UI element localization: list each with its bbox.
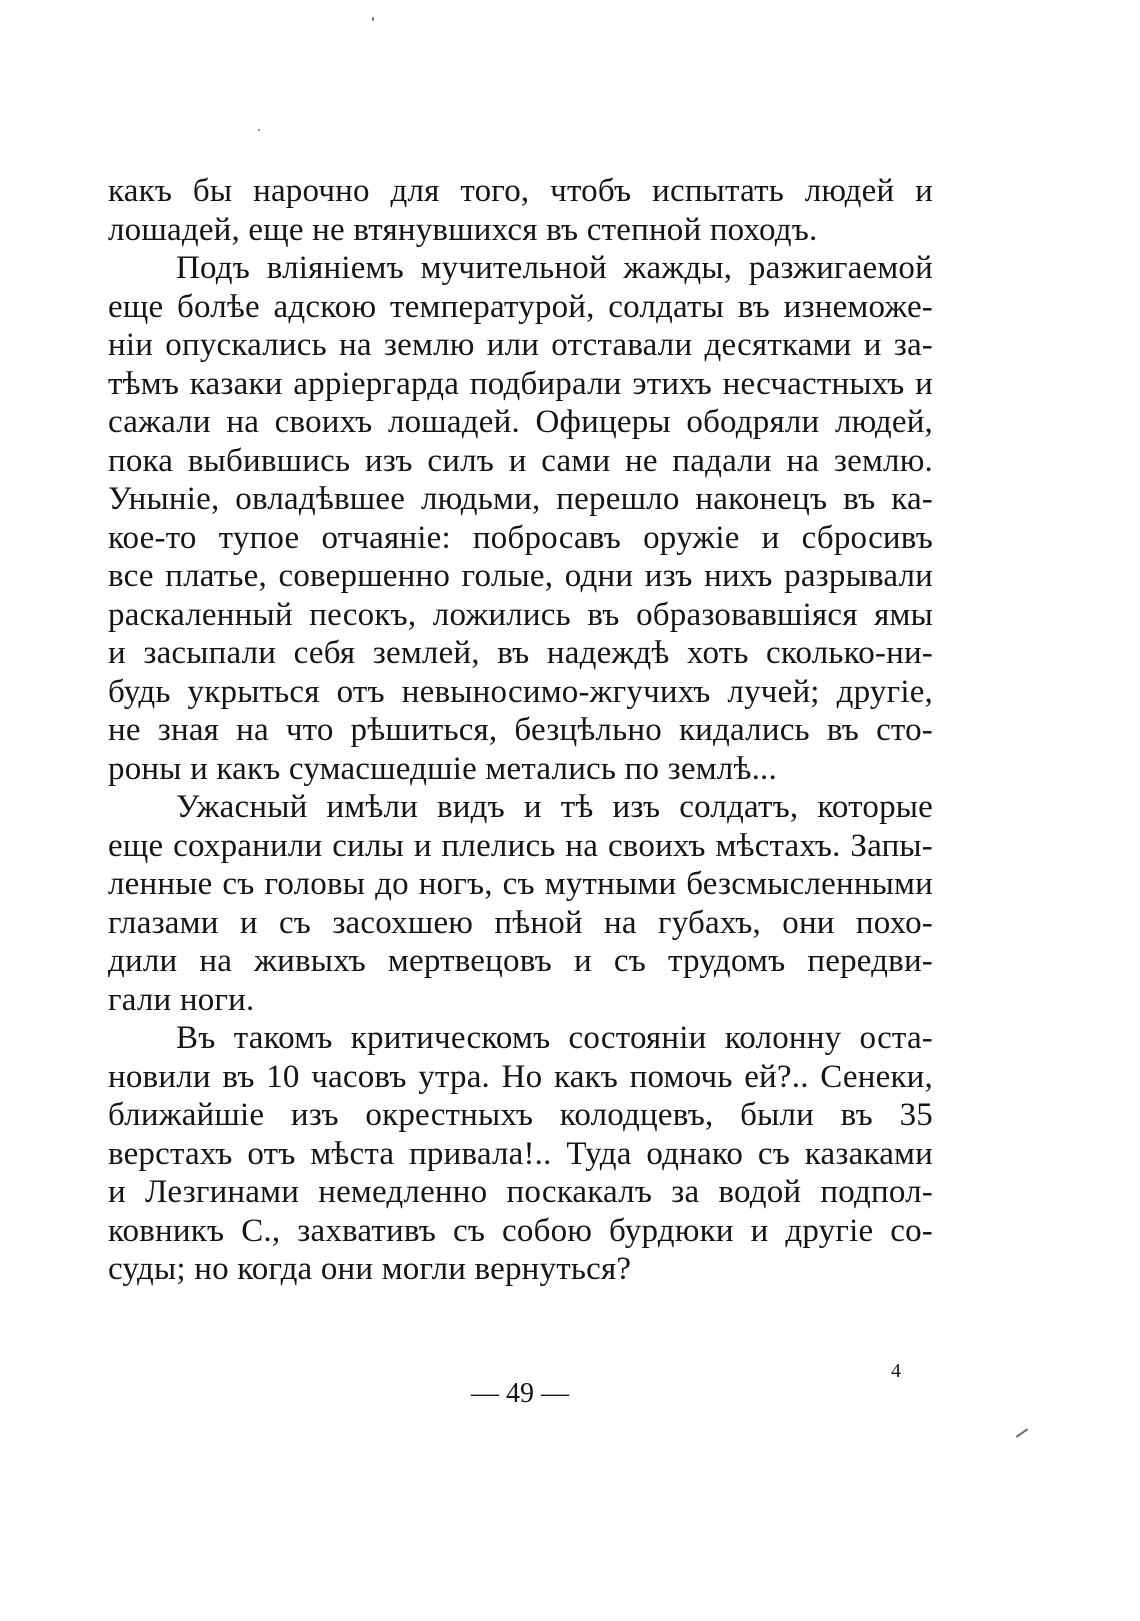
text-line: ніи опускались на землю или отставали десятками и за-	[108, 327, 933, 363]
text-line: гали ноги.	[108, 981, 255, 1018]
text-line: лошадей, еще не втянувшихся въ степной походъ.	[108, 211, 818, 248]
text-line: Подъ вліяніемъ мучительной жажды, разжигаемой	[176, 250, 933, 286]
text-line: и Лезгинами немедленно поскакалъ за водой подпол-	[108, 1174, 933, 1210]
signature-mark: 4	[891, 1360, 901, 1382]
paragraph	[108, 788, 933, 1019]
print-speck	[372, 17, 374, 21]
text-line: будь укрыться отъ невыносимо-жгучихъ лучей; другіе,	[108, 673, 933, 710]
text-line: не зная на что рѣшиться, безцѣльно кидались въ сто-	[108, 712, 933, 748]
text-line: еще сохранили силы и плелись на своихъ мѣстахъ. Запы-	[108, 827, 933, 864]
text-line: ближайшіе изъ окрестныхъ колодцевъ, были въ 35	[108, 1097, 933, 1133]
text-line: сажали на своихъ лошадей. Офицеры ободряли людей,	[108, 404, 933, 440]
text-line: дили на живыхъ мертвецовъ и съ трудомъ передви-	[108, 943, 933, 979]
text-line: Ужасный имѣли видъ и тѣ изъ солдатъ, которые	[176, 789, 933, 825]
print-speck	[1016, 1428, 1029, 1438]
text-line: пока выбившись изъ силъ и сами не падали на землю.	[108, 442, 933, 479]
text-line: глазами и съ засохшею пѣной на губахъ, они похо-	[108, 904, 933, 941]
text-line: тѣмъ казаки арріергарда подбирали этихъ несчастныхъ и	[108, 365, 933, 402]
text-line: все платье, совершенно голые, одни изъ нихъ разрывали	[108, 558, 933, 594]
text-line: суды; но когда они могли вернуться?	[108, 1251, 632, 1287]
text-line: еще болѣе адскою температурой, солдаты въ изнеможе-	[108, 288, 933, 325]
text-line: ковникъ С., захвативъ съ собою бурдюки и другіе со-	[108, 1212, 933, 1249]
text-line: роны и какъ сумасшедшіе метались по землѣ...	[108, 750, 777, 787]
text-line: новили въ 10 часовъ утра. Но какъ помочь ей?.. Сенеки,	[108, 1058, 933, 1095]
text-line: кое-то тупое отчаяніе: побросавъ оружіе и сбросивъ	[108, 519, 933, 556]
text-line: ленные съ головы до ногъ, съ мутными безсмысленными	[108, 866, 933, 902]
text-line: и засыпали себя землей, въ надеждѣ хоть сколько-ни-	[108, 635, 933, 671]
text-line: Въ такомъ критическомъ состояніи колонну оста-	[176, 1020, 933, 1056]
paragraph	[108, 249, 933, 788]
text-line: Уныніе, овладѣвшее людьми, перешло наконецъ въ ка-	[108, 481, 933, 517]
print-speck	[258, 129, 260, 131]
body-text	[108, 172, 933, 1289]
text-line: раскаленный песокъ, ложились въ образовавшіяся ямы	[108, 596, 933, 633]
paragraph	[108, 1019, 933, 1289]
text-line: верстахъ отъ мѣста привала!.. Туда однако съ казаками	[108, 1135, 933, 1172]
paragraph	[108, 172, 933, 249]
text-line: какъ бы нарочно для того, чтобъ испытать людей и	[108, 173, 933, 209]
page-number: — 49 —	[471, 1378, 569, 1409]
